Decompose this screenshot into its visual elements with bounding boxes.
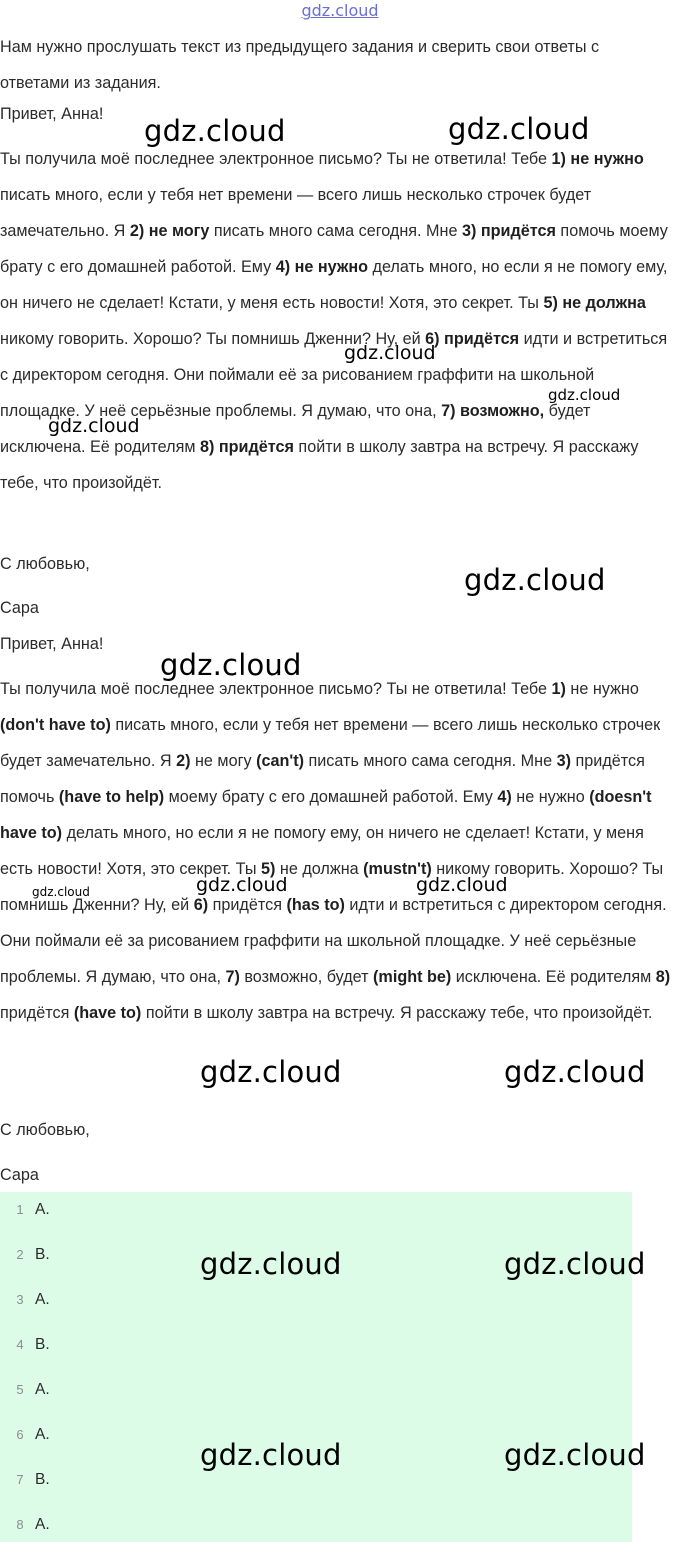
text-segment: писать много сама сегодня. Мне (209, 222, 462, 240)
watermark: gdz.cloud (416, 874, 508, 896)
text-segment: делать много, но если я не помогу ему, он ничего не сделает! Кстати, у меня есть новости! Хотя, это секрет. Ты (0, 824, 644, 878)
intro-text: Нам нужно прослушать текст из предыдущего задания и сверить свои ответы с ответами из задания. (0, 38, 600, 92)
answer-highlight: 7) возможно, (441, 402, 545, 420)
watermark: gdz.cloud (200, 1055, 342, 1089)
answer-value: A. (35, 1381, 50, 1398)
answer-highlight: 6) придётся (425, 330, 520, 348)
answer-highlight: 3) (556, 752, 572, 770)
watermark: gdz.cloud (504, 1055, 646, 1089)
answer-highlight: 4) (497, 788, 512, 806)
answer-highlight: 8) (655, 968, 671, 986)
watermark: gdz.cloud (144, 114, 286, 148)
watermark: gdz.cloud (464, 563, 606, 597)
answer-highlight: 1) не нужно (551, 150, 644, 168)
answer-value: A. (35, 1291, 50, 1308)
answer-number: 2 (16, 1247, 24, 1262)
letter2-closing: С любовью, (0, 1121, 90, 1139)
text-segment: Ты получила моё последнее электронное письмо? Ты не ответила! Тебе (0, 150, 552, 168)
text-segment: никому говорить. Хорошо? Ты помнишь Дженни? Ну, ей (0, 860, 664, 914)
answer-number: 5 (16, 1382, 24, 1397)
letter2-body (0, 671, 672, 1031)
answer-highlight: 7) (225, 968, 240, 986)
answer-number: 6 (16, 1427, 24, 1442)
watermark: gdz.cloud (32, 885, 90, 899)
watermark: gdz.cloud (196, 874, 288, 896)
answer-highlight: (have to) (73, 1004, 142, 1022)
text-segment: возможно, будет (239, 968, 374, 986)
letter2-greeting: Привет, Анна! (0, 635, 104, 653)
text-segment: исключена. Её родителям (451, 968, 656, 986)
watermark: gdz.cloud (504, 1247, 646, 1281)
answer-highlight: (don't have to) (0, 716, 111, 734)
answer-highlight: 3) придётся (461, 222, 556, 240)
text-segment: не могу (190, 752, 257, 770)
answer-highlight: 5) не должна (543, 294, 646, 312)
answer-number: 3 (16, 1292, 24, 1307)
text-segment: придётся (0, 1004, 74, 1022)
answer-highlight: (can't) (256, 752, 304, 770)
text-segment: писать много сама сегодня. Мне (304, 752, 557, 770)
answer-value: A. (35, 1516, 50, 1533)
answer-highlight: (have to help) (58, 788, 165, 806)
watermark: gdz.cloud (344, 342, 436, 364)
text-segment: пойти в школу завтра на встречу. Я расскажу тебе, что произойдёт. (0, 438, 639, 492)
letter2-signature: Сара (0, 1166, 39, 1184)
text-segment: писать много, если у тебя нет времени — всего лишь несколько строчек будет замечательно. Я (0, 186, 592, 240)
answer-number: 8 (16, 1517, 24, 1532)
text-segment: не нужно (511, 788, 590, 806)
answer-number: 1 (16, 1202, 24, 1217)
text-segment: Ты получила моё последнее электронное письмо? Ты не ответила! Тебе (0, 680, 552, 698)
watermark: gdz.cloud (448, 112, 590, 146)
watermark: gdz.cloud (548, 386, 621, 404)
answer-value: B. (35, 1336, 50, 1353)
watermark: gdz.cloud (200, 1438, 342, 1472)
text-segment: пойти в школу завтра на встречу. Я расскажу тебе, что произойдёт. (141, 1004, 653, 1022)
letter1-signature: Сара (0, 599, 39, 617)
answer-value: B. (35, 1471, 50, 1488)
text-segment: идти и встретиться с директором сегодня. Они поймали её за рисованием граффити на школьной площадке. У неё серьёзные проблемы. Я думаю, что она, (0, 330, 668, 420)
text-segment: придётся (208, 896, 287, 914)
answer-highlight: 2) (176, 752, 191, 770)
answer-value: B. (35, 1246, 50, 1263)
text-segment: делать много, но если я не помогу ему, он ничего не сделает! Кстати, у меня есть новости! Хотя, это секрет. Ты (0, 258, 668, 312)
text-segment: писать много, если у тебя нет времени — всего лишь несколько строчек будет замечательно. Я (0, 716, 661, 770)
answer-highlight: 1) (551, 680, 566, 698)
text-segment: моему брату с его домашней работой. Ему (164, 788, 498, 806)
answer-highlight: 6) (193, 896, 209, 914)
answer-number: 7 (16, 1472, 24, 1487)
answer-highlight: (might be) (373, 968, 452, 986)
answer-highlight: 5) (261, 860, 276, 878)
answer-highlight: (mustn't) (363, 860, 432, 878)
text-segment: не нужно (565, 680, 639, 698)
answer-number: 4 (16, 1337, 24, 1352)
answers-list (0, 1192, 632, 1542)
text-segment: будет исключена. Её родителям (0, 402, 591, 456)
watermark: gdz.cloud (200, 1247, 342, 1281)
site-logo[interactable]: gdz.cloud (301, 1, 379, 20)
answer-highlight: (has to) (286, 896, 345, 914)
watermark: gdz.cloud (48, 415, 140, 437)
letter1-body (0, 141, 672, 501)
answer-highlight: (doesn't have to) (0, 788, 652, 842)
text-segment: идти и встретиться с директором сегодня. Они поймали её за рисованием граффити на школьной площадке. У неё серьёзные проблемы. Я думаю, что она, (0, 896, 667, 986)
text-segment: придётся помочь (0, 752, 645, 806)
text-segment: помочь моему брату с его домашней работой. Ему (0, 222, 668, 276)
watermark: gdz.cloud (160, 648, 302, 682)
text-segment: не должна (275, 860, 364, 878)
answer-highlight: 4) не нужно (275, 258, 368, 276)
letter1-closing: С любовью, (0, 555, 90, 573)
answer-value: A. (35, 1426, 50, 1443)
letter1-greeting: Привет, Анна! (0, 105, 104, 123)
answer-highlight: 8) придётся (199, 438, 294, 456)
answer-value: A. (35, 1201, 50, 1218)
text-segment: никому говорить. Хорошо? Ты помнишь Дженни? Ну, ей (0, 330, 426, 348)
answer-highlight: 2) не могу (129, 222, 210, 240)
watermark: gdz.cloud (504, 1438, 646, 1472)
